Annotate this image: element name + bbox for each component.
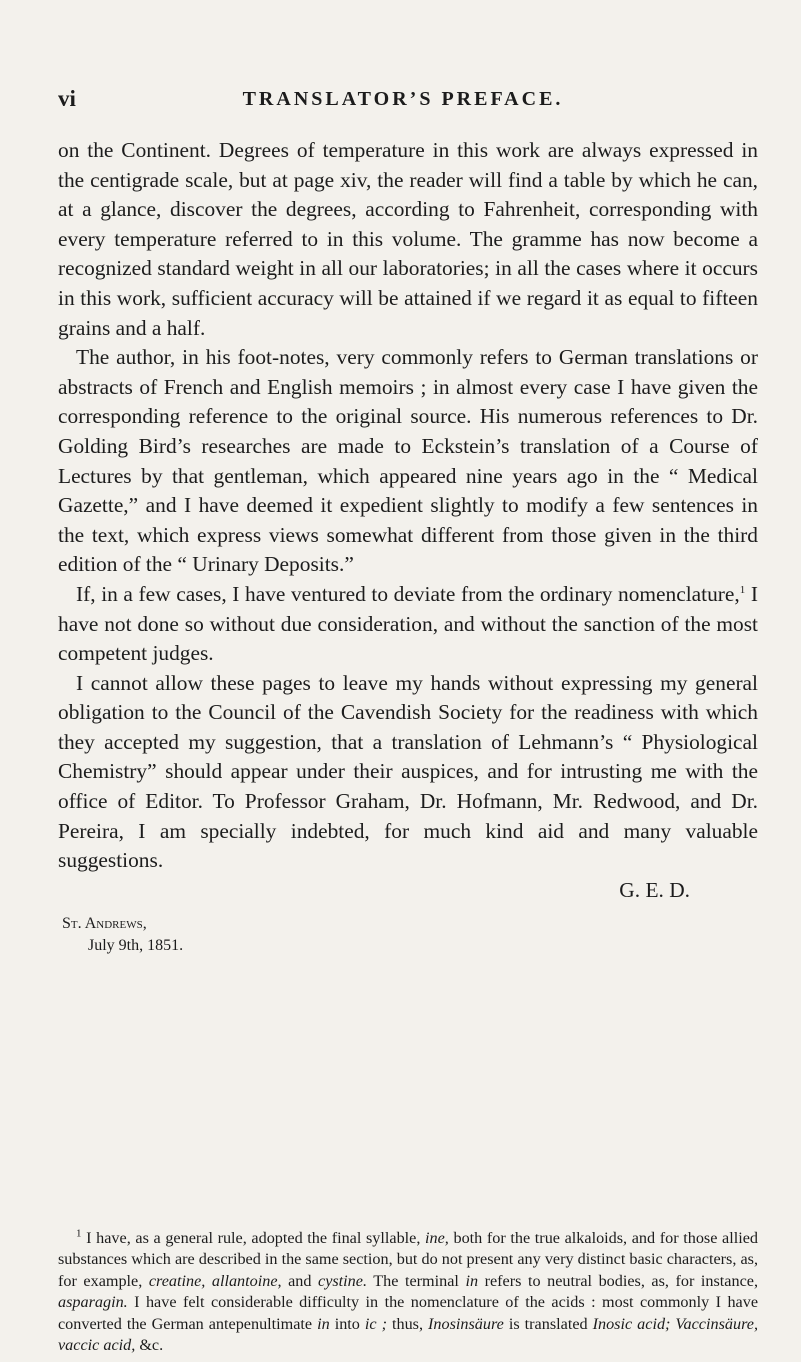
paragraph-3 — [58, 580, 758, 669]
footnote-text: I have, as a general rule, adopted the final syllable, — [81, 1229, 426, 1247]
signature-place: St. Andrews, — [62, 915, 147, 933]
footnote-italic: creatine, allantoine, — [148, 1271, 282, 1290]
footnote-text: thus, — [386, 1314, 429, 1333]
paragraph-3-text-b: I have not done so without due consideration, and without the sanction of the most competent judges. — [58, 581, 758, 666]
footnote-italic: Inosinsäure — [428, 1314, 504, 1333]
footnote-italic: Inosic acid; Vaccinsäure, vaccic acid, — [58, 1314, 758, 1355]
body-text — [58, 136, 758, 957]
paragraph-4: I cannot allow these pages to leave my hands without expressing my general obligation to the Council of the Cavendish Society for the readiness with which they accepted my suggestion, that a translation of Lehmann’s “ Physiological Chemistry” should appear under their auspices, and for intrusting me with the office of Editor. To Professor Graham, Dr. Hofmann, Mr. Redwood, and Dr. Pereira, I am specially indebted, for much kind aid and many valuable suggestions. — [58, 670, 758, 873]
page-number: vi — [58, 86, 76, 111]
signature-initials: G. E. D. — [619, 877, 690, 902]
footnote-text: The terminal — [367, 1271, 466, 1290]
footnote-italic: cystine. — [318, 1271, 368, 1290]
footnote-text: into — [329, 1314, 365, 1333]
footnote-italic: in — [317, 1314, 330, 1333]
footnote-italic: asparagin. — [58, 1293, 128, 1312]
footnote-text: &c. — [135, 1336, 164, 1355]
paragraph-1: on the Continent. Degrees of temperature in this work are always expressed in the centigrade scale, but at page xiv, the reader will find a table by which he can, at a glance, discover the degrees, according to Fahrenheit, corresponding with every temperature referred to in this volume. The gramme has now become a recognized standard weight in all our laboratories; in all the cases where it occurs in this work, sufficient accuracy will be attained if we regard it as equal to fifteen grains and a half. — [58, 138, 758, 340]
footnote-text: is translated — [503, 1314, 593, 1333]
footnote-italic: in — [465, 1271, 479, 1290]
paragraph-3-text-a: If, in a few cases, I have ventured to deviate from the ordinary nomenclature, — [76, 581, 740, 606]
footnote-reference: 1 — [739, 583, 746, 596]
footnote-text: refers to neutral bodies, as, for instance, — [478, 1271, 758, 1290]
footnote-text: I have felt considerable difficulty in the nomenclature of the acids : most commonly I have converted the German antepenultimate — [58, 1293, 758, 1333]
footnote-text: and — [281, 1271, 319, 1290]
footnote-italic: ic ; — [364, 1314, 387, 1333]
page-header — [58, 86, 748, 114]
footnote — [58, 1228, 758, 1356]
paragraph-2: The author, in his foot-notes, very commonly refers to German translations or abstracts of French and English memoirs ; in almost every case I have given the corresponding reference to the original source. His numerous references to Dr. Golding Bird’s researches are made to Eckstein’s translation of a Course of Lectures by that gentleman, which appeared nine years ago in the “ Medical Gazette,” and I have deemed it expedient slightly to modify a few sentences in the text, which express views somewhat different from those given in the third edition of the “ Urinary Deposits.” — [58, 345, 758, 577]
footnote-marker: 1 — [76, 1227, 82, 1240]
signature-date: July 9th, 1851. — [88, 937, 184, 955]
footnote-italic: ine, — [425, 1229, 449, 1247]
running-head: TRANSLATOR’S PREFACE. — [242, 88, 564, 110]
footnote-text: both for the true alkaloids, and for those allied substances which are described in the same section, but do not present any very distinct basic characters, as, for example, — [58, 1229, 758, 1290]
